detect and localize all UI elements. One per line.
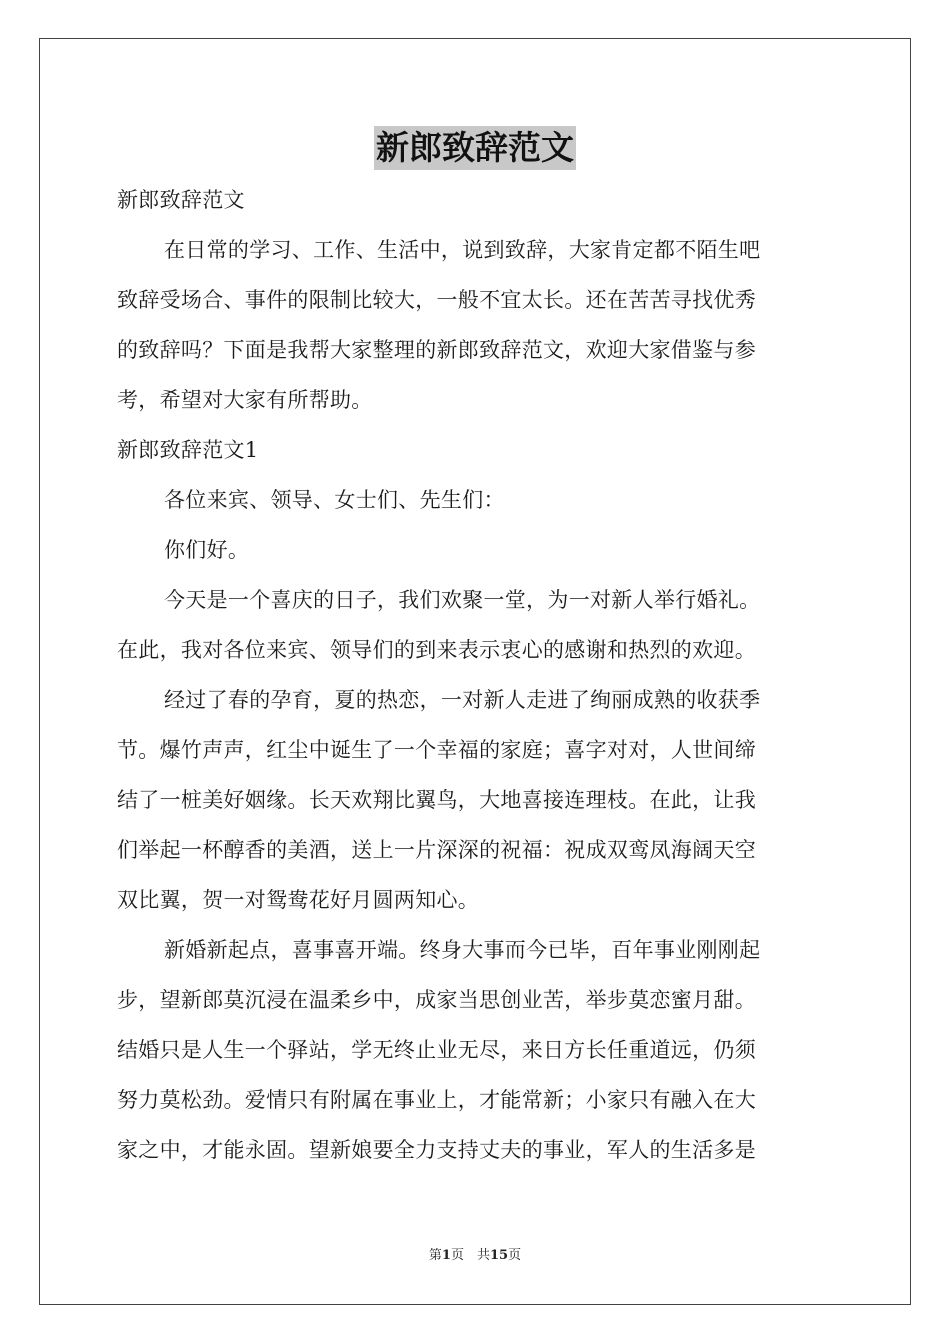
document-title: 新郎致辞范文	[374, 126, 576, 170]
text-line: 家之中，才能永固。望新娘要全力支持丈夫的事业，军人的生活多是	[117, 1138, 756, 1162]
text-line: 节。爆竹声声，红尘中诞生了一个幸福的家庭；喜字对对，人世间缔	[117, 738, 756, 762]
text-line: 考，希望对大家有所帮助。	[117, 388, 373, 412]
text-line: 今天是一个喜庆的日子，我们欢聚一堂，为一对新人举行婚礼。	[164, 588, 761, 612]
text-line: 在此，我对各位来宾、领导们的到来表示衷心的感谢和热烈的欢迎。	[117, 638, 756, 662]
document-body	[117, 175, 835, 1175]
text-line: 你们好。	[164, 538, 250, 562]
text-line: 在日常的学习、工作、生活中，说到致辞，大家肯定都不陌生吧	[164, 238, 761, 262]
text-line: 努力莫松劲。爱情只有附属在事业上，才能常新；小家只有融入在大	[117, 1088, 756, 1112]
text-line: 致辞受场合、事件的限制比较大，一般不宜太长。还在苦苦寻找优秀	[117, 288, 756, 312]
text-line: 们举起一杯醇香的美酒，送上一片深深的祝福：祝成双鸾凤海阔天空	[117, 838, 756, 862]
footer-total-pages: 15	[489, 1248, 509, 1263]
text-line: 经过了春的孕育，夏的热恋，一对新人走进了绚丽成熟的收获季	[164, 688, 761, 712]
text-line: 各位来宾、领导、女士们、先生们：	[164, 488, 505, 512]
text-line: 结了一桩美好姻缘。长天欢翔比翼鸟，大地喜接连理枝。在此，让我	[117, 788, 756, 812]
footer-mid: 页 共	[450, 1248, 490, 1263]
footer-page-number: 1	[441, 1248, 451, 1263]
section-heading: 新郎致辞范文1	[117, 438, 259, 462]
text-line: 结婚只是人生一个驿站，学无终止业无尽，来日方长任重道远，仍须	[117, 1038, 756, 1062]
text-line: 新婚新起点，喜事喜开端。终身大事而今已毕，百年事业刚刚起	[164, 938, 761, 962]
footer-suffix: 页	[508, 1248, 522, 1263]
title-container	[0, 126, 950, 170]
text-line: 新郎致辞范文	[117, 188, 245, 212]
text-line: 双比翼，贺一对鸳鸯花好月圆两知心。	[117, 888, 480, 912]
text-line: 步，望新郎莫沉浸在温柔乡中，成家当思创业苦，举步莫恋蜜月甜。	[117, 988, 756, 1012]
footer-prefix: 第	[428, 1248, 442, 1263]
page-footer	[0, 1247, 950, 1265]
text-line: 的致辞吗？下面是我帮大家整理的新郎致辞范文，欢迎大家借鉴与参	[117, 338, 756, 362]
